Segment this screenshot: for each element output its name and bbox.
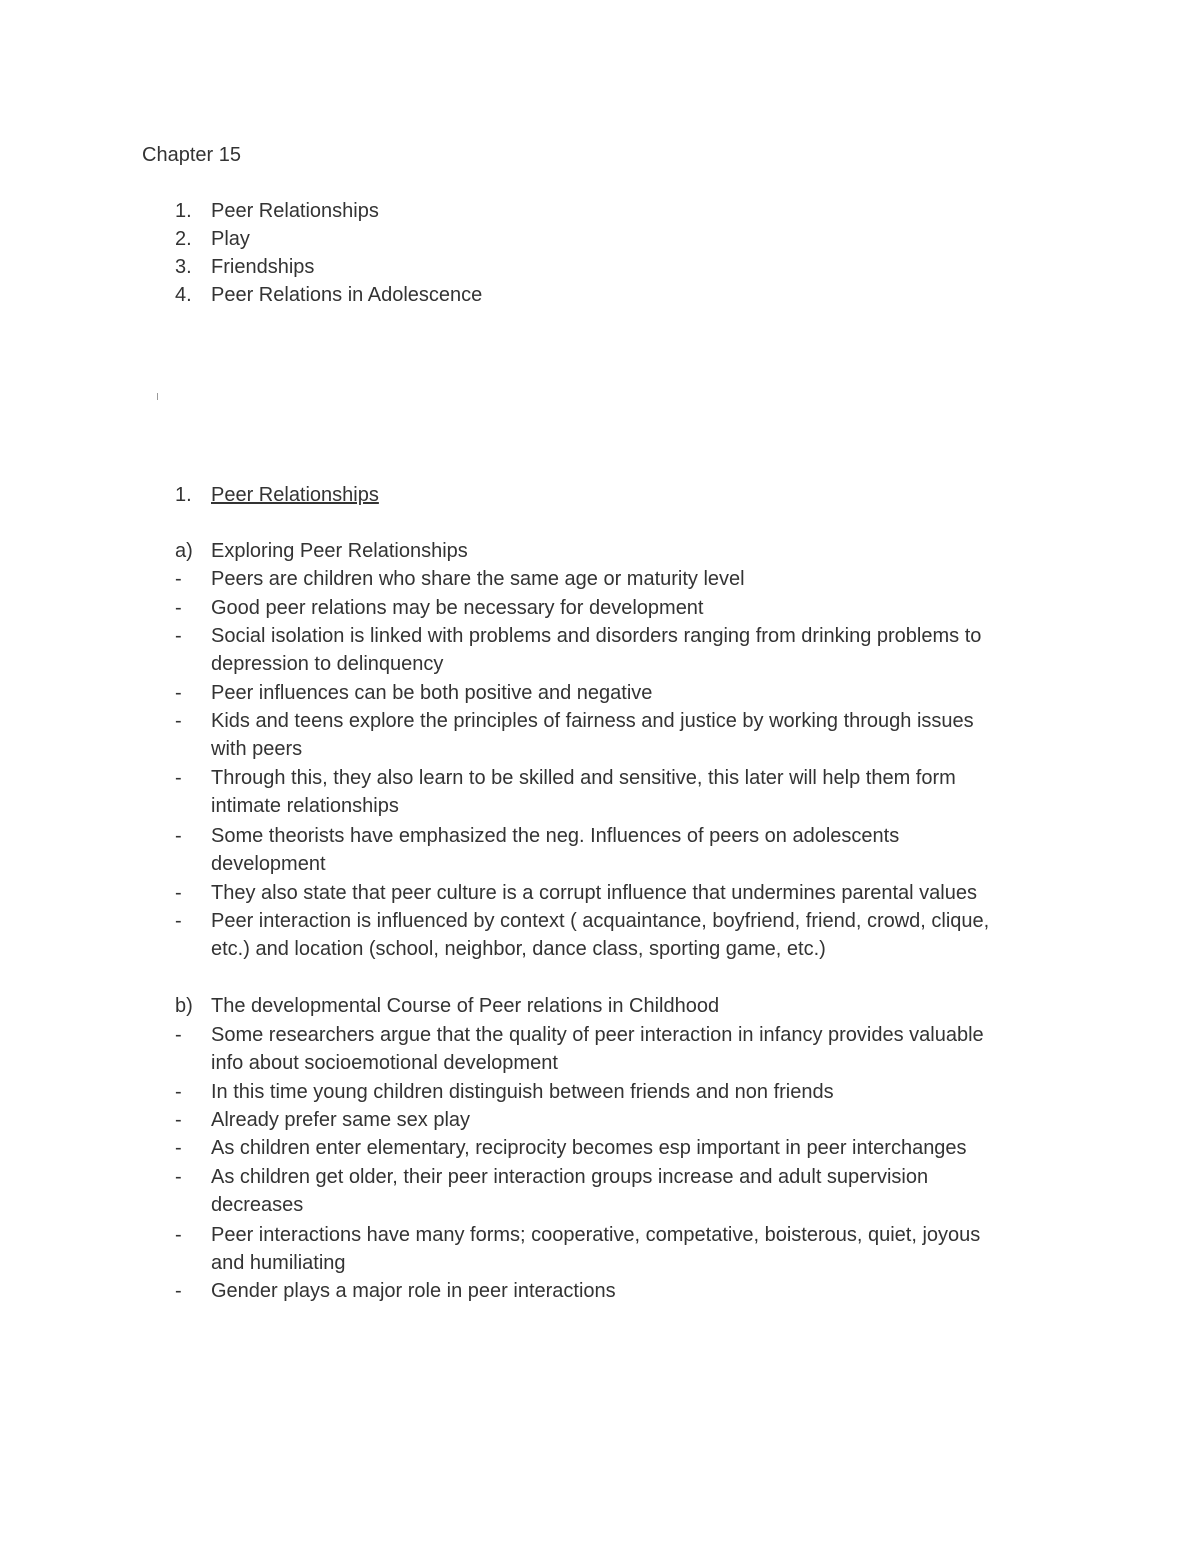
bullet-text: As children get older, their peer interaction groups increase and adult supervision bbox=[211, 1166, 929, 1188]
subsection-marker: a) bbox=[175, 540, 193, 562]
toc-number: 2. bbox=[175, 228, 192, 250]
bullet-text: info about socioemotional development bbox=[211, 1052, 558, 1074]
toc-text: Peer Relationships bbox=[211, 200, 379, 222]
bullet-text: Some researchers argue that the quality of peer interaction in infancy provides valuable bbox=[211, 1024, 984, 1046]
toc-number: 4. bbox=[175, 284, 192, 306]
dash-marker: - bbox=[175, 625, 182, 647]
subsection-heading-text: The developmental Course of Peer relations in Childhood bbox=[211, 995, 720, 1017]
bullet-text: Good peer relations may be necessary for development bbox=[211, 597, 704, 619]
bullet-text: Social isolation is linked with problems and disorders ranging from drinking problems to bbox=[211, 625, 982, 647]
toc-number: 3. bbox=[175, 256, 192, 278]
dash-marker: - bbox=[175, 1137, 182, 1159]
bullet-text: with peers bbox=[211, 738, 303, 760]
dash-marker: - bbox=[175, 767, 182, 789]
bullet-text: Peer interactions have many forms; cooperative, competative, boisterous, quiet, joyous bbox=[211, 1224, 981, 1246]
toc-text: Play bbox=[211, 228, 250, 250]
section-number: 1. bbox=[175, 484, 192, 506]
bullet-text: In this time young children distinguish between friends and non friends bbox=[211, 1081, 834, 1103]
bullet-text: Gender plays a major role in peer interactions bbox=[211, 1280, 616, 1302]
bullet-text: etc.) and location (school, neighbor, dance class, sporting game, etc.) bbox=[211, 938, 826, 960]
dash-marker: - bbox=[175, 568, 182, 590]
dash-marker: - bbox=[175, 825, 182, 847]
bullet-text: Peers are children who share the same age or maturity level bbox=[211, 568, 745, 590]
bullet-text: As children enter elementary, reciprocity becomes esp important in peer interchanges bbox=[211, 1137, 967, 1159]
dash-marker: - bbox=[175, 910, 182, 932]
bullet-text: Already prefer same sex play bbox=[211, 1109, 471, 1131]
bullet-text: depression to delinquency bbox=[211, 653, 444, 675]
subsection-marker: b) bbox=[175, 995, 193, 1017]
dash-marker: - bbox=[175, 1109, 182, 1131]
toc-text: Peer Relations in Adolescence bbox=[211, 284, 483, 306]
bullet-text: and humiliating bbox=[211, 1252, 346, 1274]
bullet-text: intimate relationships bbox=[211, 795, 399, 817]
dash-marker: - bbox=[175, 1280, 182, 1302]
bullet-text: Peer influences can be both positive and negative bbox=[211, 682, 653, 704]
dash-marker: - bbox=[175, 597, 182, 619]
stray-mark bbox=[157, 393, 158, 400]
bullet-text: Kids and teens explore the principles of fairness and justice by working through issues bbox=[211, 710, 974, 732]
dash-marker: - bbox=[175, 682, 182, 704]
section-heading-text: Peer Relationships bbox=[211, 484, 379, 506]
bullet-text: decreases bbox=[211, 1194, 304, 1216]
chapter-title: Chapter 15 bbox=[142, 144, 241, 166]
bullet-text: development bbox=[211, 853, 326, 875]
dash-marker: - bbox=[175, 1024, 182, 1046]
dash-marker: - bbox=[175, 710, 182, 732]
dash-marker: - bbox=[175, 882, 182, 904]
bullet-text: Some theorists have emphasized the neg. Influences of peers on adolescents bbox=[211, 825, 900, 847]
bullet-text: Through this, they also learn to be skilled and sensitive, this later will help them form bbox=[211, 767, 956, 789]
toc-text: Friendships bbox=[211, 256, 315, 278]
bullet-text: Peer interaction is influenced by context ( acquaintance, boyfriend, friend, crowd, clique, bbox=[211, 910, 990, 932]
dash-marker: - bbox=[175, 1166, 182, 1188]
subsection-heading-text: Exploring Peer Relationships bbox=[211, 540, 468, 562]
dash-marker: - bbox=[175, 1224, 182, 1246]
dash-marker: - bbox=[175, 1081, 182, 1103]
toc-number: 1. bbox=[175, 200, 192, 222]
bullet-text: They also state that peer culture is a corrupt influence that undermines parental values bbox=[211, 882, 977, 904]
